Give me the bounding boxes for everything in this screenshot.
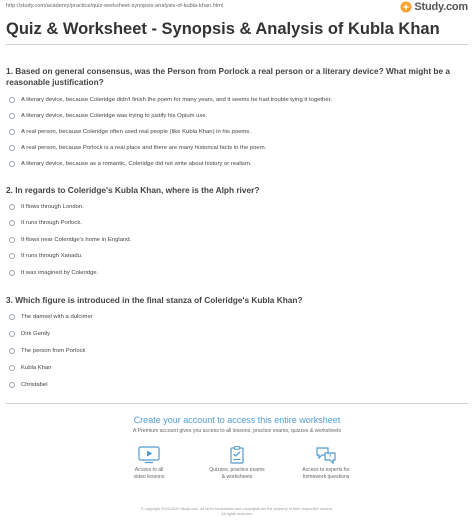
radio-button[interactable]	[9, 97, 15, 103]
q1-answer-a[interactable]: A literary device, because Coleridge didn't finish the poem for many years, and it seems he had trouble tying it together.	[6, 94, 468, 106]
question-2	[6, 185, 468, 196]
copyright-footer: © copyright 2003-2020 Study.com. All other trademarks and copyrights are the property of their respective owners. All rights reserved.	[140, 507, 334, 516]
q2-answer-b[interactable]: It runs through Porlock.	[6, 217, 468, 229]
radio-button[interactable]	[9, 220, 15, 226]
feature-video-lessons: Access to all video lessons	[109, 446, 189, 480]
question-2-text: 2. In regards to Coleridge's Kubla Khan, where is the Alph river?	[6, 185, 260, 195]
question-3-text: 3. Which figure is introduced in the final stanza of Coleridge's Kubla Khan?	[6, 295, 303, 305]
radio-button[interactable]	[9, 365, 15, 371]
page-url: http://study.com/academy/practice/quiz-worksheet-synopsis-analysis-of-kubla-khan.html	[6, 3, 224, 9]
q2-answer-a[interactable]: It flows through London.	[6, 201, 468, 213]
radio-button[interactable]	[9, 129, 15, 135]
create-account-link[interactable]: Create your account to access this entire worksheet	[133, 415, 341, 425]
radio-button[interactable]	[9, 331, 15, 337]
q1-answer-b[interactable]: A literary device, because Coleridge was trying to justify his Opium use.	[6, 110, 468, 122]
question-1-text-line1: 1. Based on general consensus, was the Person from Porlock a real person or a literary device? What might be a	[6, 66, 451, 76]
svg-text:?: ?	[328, 453, 332, 461]
top-bar	[0, 0, 474, 16]
study-logo-icon	[400, 1, 412, 13]
q1-answer-d[interactable]: A real person, because Porlock is a real place and there are many historical facts in the poem.	[6, 142, 468, 154]
feature-quizzes: Quizzes, practice exams & worksheets	[197, 446, 277, 480]
radio-button[interactable]	[9, 161, 15, 167]
q2-answer-d[interactable]: It runs through Xanadu.	[6, 250, 468, 262]
question-3	[6, 295, 468, 306]
radio-button[interactable]	[9, 204, 15, 210]
radio-button[interactable]	[9, 253, 15, 259]
radio-button[interactable]	[9, 270, 15, 276]
q3-answer-e[interactable]: Christabel	[6, 379, 468, 391]
promo-subtext: A Premium account gives you access to all lessons, practice exams, quizzes & worksheets	[132, 428, 342, 434]
video-lesson-icon	[138, 446, 160, 464]
q3-answer-d[interactable]: Kubla Khan	[6, 362, 468, 374]
study-logo[interactable]	[400, 1, 468, 13]
page-title: Quiz & Worksheet - Synopsis & Analysis of Kubla Khan	[6, 20, 440, 38]
radio-button[interactable]	[9, 314, 15, 320]
q3-answer-c[interactable]: The person from Porlock	[6, 345, 468, 357]
radio-button[interactable]	[9, 382, 15, 388]
question-1-text-line2: reasonable justification?	[6, 77, 104, 87]
q2-answer-e[interactable]: It was imagined by Coleridge.	[6, 267, 468, 279]
q1-answer-c[interactable]: A real person, because Coleridge often used real people (like Kubla Khan) in his poems.	[6, 126, 468, 138]
expert-chat-icon	[315, 446, 337, 464]
promo-divider	[6, 403, 468, 404]
premium-promo	[0, 408, 474, 527]
q2-answer-c[interactable]: It flows near Coleridge's home in England.	[6, 234, 468, 246]
q1-answer-e[interactable]: A literary device, because as a romantic, Coleridge did not write about history or realism.	[6, 158, 468, 170]
quiz-clipboard-icon	[226, 446, 248, 464]
radio-button[interactable]	[9, 348, 15, 354]
radio-button[interactable]	[9, 145, 15, 151]
question-1	[6, 66, 468, 88]
q3-answer-a[interactable]: The damsel with a dulcimer	[6, 311, 468, 323]
brand-name: Study.com	[414, 1, 468, 13]
feature-experts: ? Access to experts for homework questions	[286, 446, 366, 480]
radio-button[interactable]	[9, 113, 15, 119]
radio-button[interactable]	[9, 237, 15, 243]
title-divider	[6, 44, 468, 45]
q3-answer-b[interactable]: Dirk Gently	[6, 328, 468, 340]
